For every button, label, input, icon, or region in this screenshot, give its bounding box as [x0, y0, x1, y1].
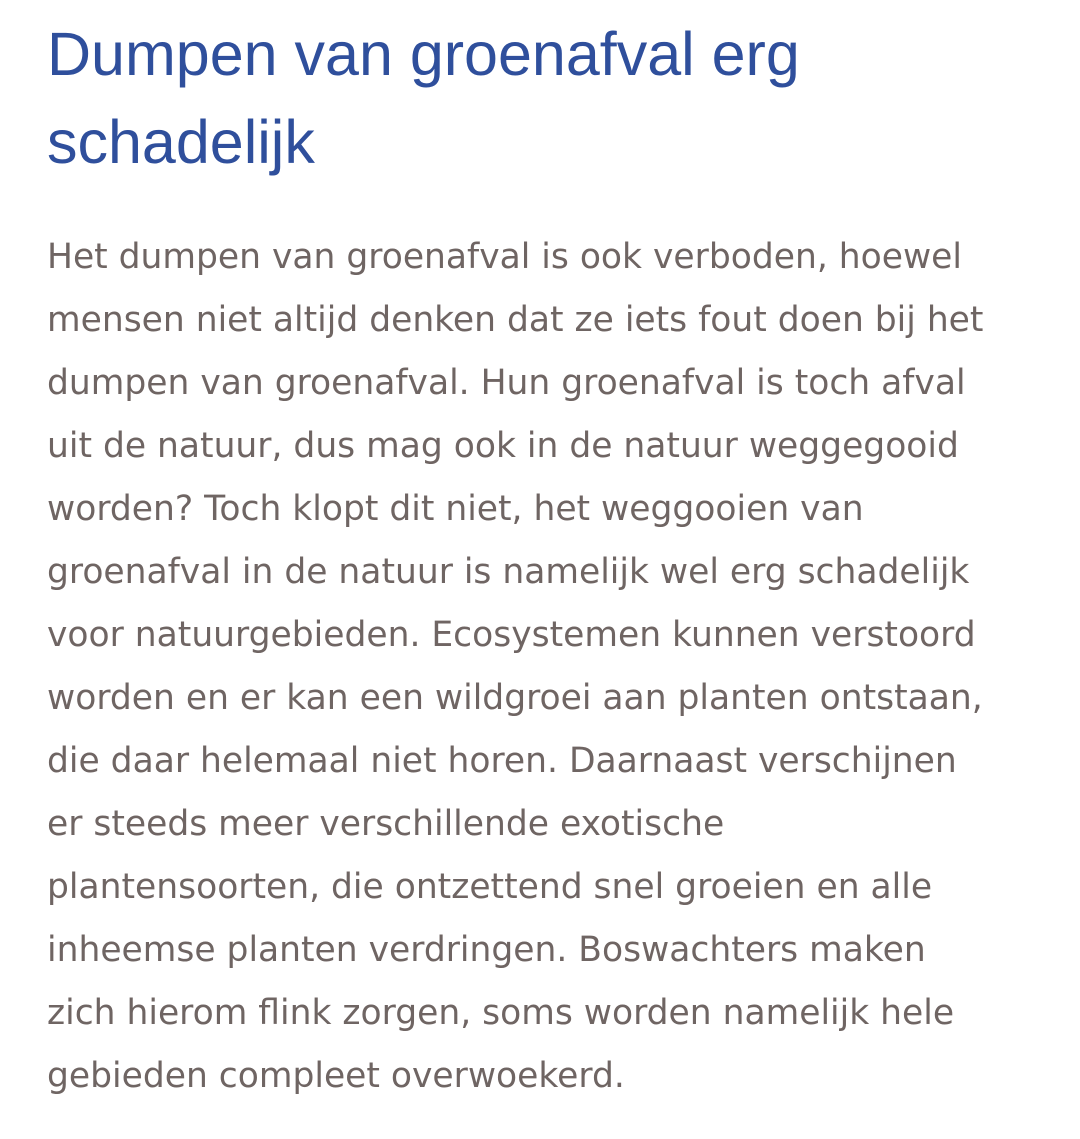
paragraph-line: plantensoorten, die ontzettend snel groeien en alle: [47, 867, 933, 907]
article-paragraph: [47, 226, 1047, 1108]
article-title-line: schadelijk: [47, 108, 315, 176]
paragraph-line: dumpen van groenafval. Hun groenafval is toch afval: [47, 363, 966, 403]
paragraph-line: die daar helemaal niet horen. Daarnaast verschijnen: [47, 741, 957, 781]
paragraph-line: er steeds meer verschillende exotische: [47, 804, 725, 844]
article-title: [47, 0, 1047, 186]
paragraph-line: voor natuurgebieden. Ecosystemen kunnen verstoord: [47, 615, 976, 655]
paragraph-line: zich hierom flink zorgen, soms worden namelijk hele: [47, 993, 955, 1033]
paragraph-line: Het dumpen van groenafval is ook verboden, hoewel: [47, 237, 962, 277]
paragraph-line: worden en er kan een wildgroei aan planten ontstaan,: [47, 678, 983, 718]
article: [47, 0, 1047, 1108]
paragraph-line: uit de natuur, dus mag ook in de natuur weggegooid: [47, 426, 959, 466]
paragraph-line: gebieden compleet overwoekerd.: [47, 1056, 625, 1096]
paragraph-line: inheemse planten verdringen. Boswachters maken: [47, 930, 926, 970]
paragraph-line: groenafval in de natuur is namelijk wel erg schadelijk: [47, 552, 970, 592]
article-title-line: Dumpen van groenafval erg: [47, 20, 800, 88]
paragraph-line: mensen niet altijd denken dat ze iets fout doen bij het: [47, 300, 984, 340]
paragraph-line: worden? Toch klopt dit niet, het weggooien van: [47, 489, 864, 529]
